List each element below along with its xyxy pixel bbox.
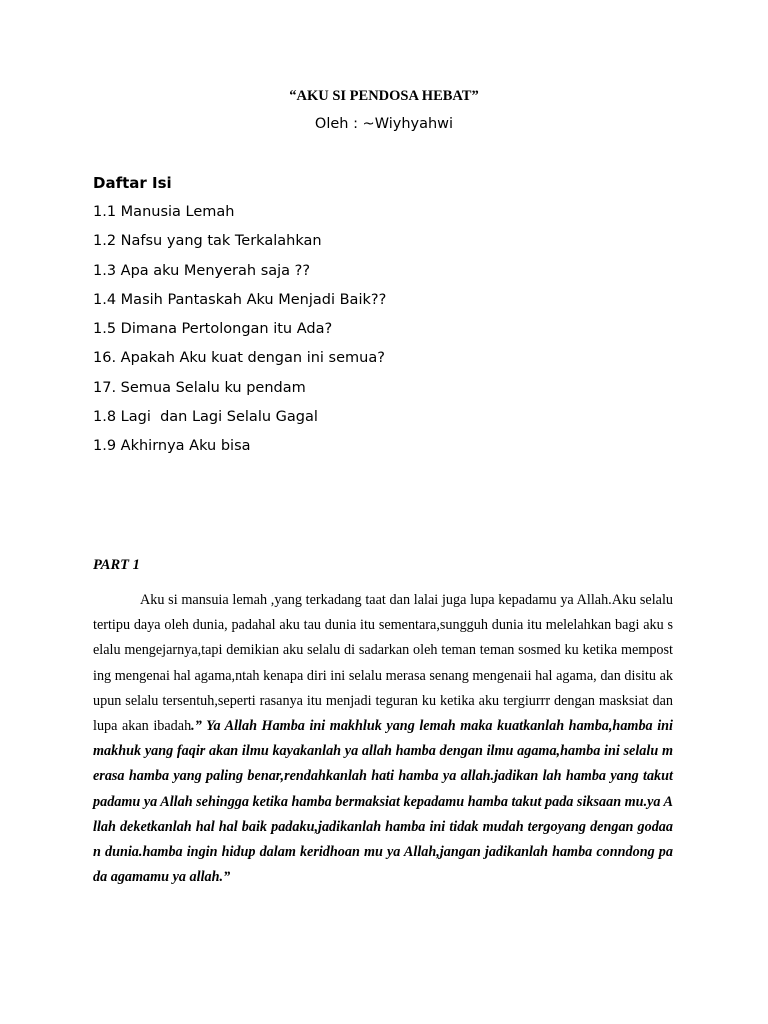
- toc-item: 1.8 Lagi dan Lagi Selalu Gagal: [93, 409, 318, 426]
- prayer-text: .” Ya Allah Hamba ini makhluk yang lemah maka kuatkanlah hamba,hamba ini makhuk yang faqir akan ilmu kayakanlah ya allah hamba dengan ilmu agama,hamba ini selalu merasa hamba yang paling benar,rendahkanlah hati hamba ya allah.jadikan lah hamba yang takut padamu ya Allah sehingga ketika hamba bermaksiat kepadamu hamba takut pada siksaan mu.ya Allah deketkanlah hal hal baik padaku,jadikanlah hamba ini tidak mudah tergoyang dengan godaan dunia.hamba ingin hidup dalam keridhoan mu ya Allah,jangan jadikanlah hamba conndong pada agamamu ya allah.”: [93, 718, 673, 886]
- toc-item: 1.3 Apa aku Menyerah saja ??: [93, 262, 311, 279]
- part-heading: PART 1: [93, 557, 140, 573]
- toc-item: 16. Apakah Aku kuat dengan ini semua?: [93, 350, 385, 367]
- toc-item: 1.2 Nafsu yang tak Terkalahkan: [93, 233, 322, 250]
- toc-item: 1.1 Manusia Lemah: [93, 204, 235, 220]
- body-paragraph: [93, 588, 673, 890]
- toc-item: 1.5 Dimana Pertolongan itu Ada?: [93, 321, 333, 338]
- toc-item: 1.9 Akhirnya Aku bisa: [93, 438, 251, 455]
- document-title: “AKU SI PENDOSA HEBAT”: [289, 88, 479, 104]
- author-line: Oleh : ~Wiyhyahwi: [314, 116, 454, 132]
- table-of-contents: [93, 203, 386, 467]
- toc-item: 17. Semua Selalu ku pendam: [93, 379, 306, 396]
- toc-item: 1.4 Masih Pantaskah Aku Menjadi Baik??: [93, 291, 387, 308]
- toc-heading: Daftar Isi: [93, 174, 172, 192]
- body-text: Aku si mansuia lemah ,yang terkadang taat dan lalai juga lupa kepadamu ya Allah.Aku selalu tertipu daya oleh dunia, padahal aku tau dunia itu sementara,sungguh dunia itu melelahkan bagi aku selalu mengejarnya,tapi demikian aku selalu di sadarkan oleh teman teman sosmed ku ketika memposting mengenai hal agama,ntah kenapa diri ini selalu merasa senang mengenaii hal agama, dan disitu akupun selalu tersentuh,seperti rasanya itu menjadi teguran ku ketika aku tergiurrr dengan masksiat dan lupa akan ibadah: [93, 592, 673, 735]
